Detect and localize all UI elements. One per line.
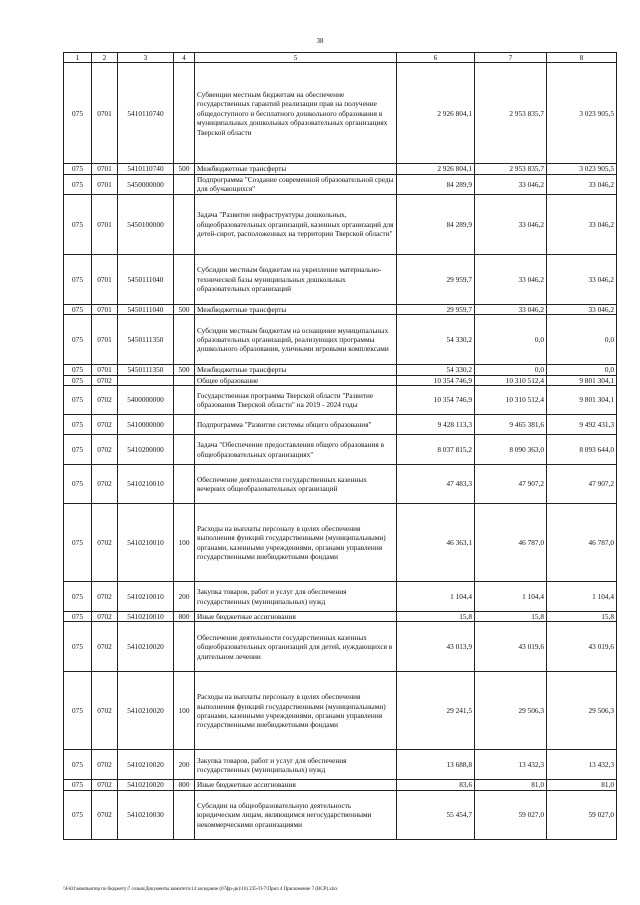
amount-2023-cell: 0,0 — [475, 365, 547, 375]
target-article-cell: 5410110740 — [118, 164, 174, 174]
target-article-cell: 5410210010 — [118, 612, 174, 622]
section-code-cell: 0702 — [92, 435, 118, 465]
target-article-cell: 5450100000 — [118, 194, 174, 254]
section-code-cell: 0702 — [92, 375, 118, 385]
target-article-cell: 5450111350 — [118, 315, 174, 365]
amount-2022-cell: 55 454,7 — [397, 790, 475, 839]
amount-2022-cell: 8 037 815,2 — [397, 435, 475, 465]
description-cell: Межбюджетные трансферты — [195, 365, 397, 375]
ved-code-cell: 075 — [64, 622, 92, 672]
amount-2022-cell: 1 104,4 — [397, 582, 475, 612]
expense-type-cell — [174, 315, 195, 365]
header-col-1: 1 — [64, 53, 92, 63]
amount-2022-cell: 84 289,9 — [397, 174, 475, 194]
description-cell: Расходы на выплаты персоналу в целях обеспечения выполнения функций государственными (муниципальными) органами, казенными учреждениями, органами управления государственными внебюджетными фондами — [195, 672, 397, 750]
amount-2023-cell: 2 953 835,7 — [475, 63, 547, 164]
target-article-cell: 5450111350 — [118, 365, 174, 375]
description-cell: Государственная программа Тверской области "Развитие образования Тверской области" на 2019 - 2024 годы — [195, 386, 397, 415]
amount-2023-cell: 1 104,4 — [475, 582, 547, 612]
amount-2023-cell: 33 046,2 — [475, 254, 547, 304]
amount-2022-cell: 54 330,2 — [397, 315, 475, 365]
ved-code-cell: 075 — [64, 194, 92, 254]
amount-2024-cell: 0,0 — [547, 365, 617, 375]
description-cell: Иные бюджетные ассигнования — [195, 612, 397, 622]
amount-2023-cell: 9 465 381,6 — [475, 415, 547, 435]
section-code-cell: 0701 — [92, 365, 118, 375]
target-article-cell: 5450000000 — [118, 174, 174, 194]
amount-2024-cell: 46 787,0 — [547, 504, 617, 582]
amount-2024-cell: 47 907,2 — [547, 465, 617, 504]
ved-code-cell: 075 — [64, 582, 92, 612]
ved-code-cell: 075 — [64, 465, 92, 504]
description-cell: Подпрограмма "Создание современной образовательной среды для обучающихся" — [195, 174, 397, 194]
header-col-2: 2 — [92, 53, 118, 63]
amount-2024-cell: 33 046,2 — [547, 304, 617, 314]
header-col-5: 5 — [195, 53, 397, 63]
amount-2023-cell: 8 090 363,0 — [475, 435, 547, 465]
amount-2024-cell: 15,8 — [547, 612, 617, 622]
target-article-cell: 5410110740 — [118, 63, 174, 164]
section-code-cell: 0702 — [92, 465, 118, 504]
table-row — [64, 790, 617, 839]
ved-code-cell: 075 — [64, 304, 92, 314]
ved-code-cell: 075 — [64, 612, 92, 622]
amount-2024-cell: 0,0 — [547, 315, 617, 365]
amount-2022-cell: 15,8 — [397, 612, 475, 622]
header-col-4: 4 — [174, 53, 195, 63]
ved-code-cell: 075 — [64, 790, 92, 839]
section-code-cell: 0701 — [92, 164, 118, 174]
amount-2024-cell: 43 019,6 — [547, 622, 617, 672]
amount-2022-cell: 10 354 746,9 — [397, 386, 475, 415]
description-cell: Иные бюджетные ассигнования — [195, 780, 397, 790]
target-article-cell: 5410210020 — [118, 622, 174, 672]
target-article-cell: 5450111040 — [118, 304, 174, 314]
expense-type-cell: 200 — [174, 750, 195, 780]
amount-2022-cell: 83,6 — [397, 780, 475, 790]
description-cell: Субсидии на общеобразовательную деятельность юридическим лицам, являющимся негосударственными некоммерческими организациями — [195, 790, 397, 839]
amount-2022-cell: 2 926 804,1 — [397, 63, 475, 164]
amount-2022-cell: 46 363,1 — [397, 504, 475, 582]
ved-code-cell: 075 — [64, 174, 92, 194]
description-cell: Задача "Обеспечение предоставления общего образования в общеобразовательных организациях" — [195, 435, 397, 465]
section-code-cell: 0701 — [92, 63, 118, 164]
amount-2022-cell: 13 688,8 — [397, 750, 475, 780]
amount-2024-cell: 1 104,4 — [547, 582, 617, 612]
expense-type-cell: 500 — [174, 164, 195, 174]
target-article-cell: 5410210010 — [118, 465, 174, 504]
amount-2024-cell: 13 432,3 — [547, 750, 617, 780]
section-code-cell: 0702 — [92, 750, 118, 780]
ved-code-cell: 075 — [64, 415, 92, 435]
table-row — [64, 365, 617, 375]
expense-type-cell — [174, 435, 195, 465]
section-code-cell: 0702 — [92, 612, 118, 622]
ved-code-cell: 075 — [64, 672, 92, 750]
description-cell: Субсидии местным бюджетам на оснащение муниципальных образовательных организаций, реализующих программы дошкольного образования, уличными игровыми комплексами — [195, 315, 397, 365]
amount-2024-cell: 8 093 644,0 — [547, 435, 617, 465]
amount-2023-cell: 43 019,6 — [475, 622, 547, 672]
ved-code-cell: 075 — [64, 375, 92, 385]
table-row — [64, 174, 617, 194]
table-row — [64, 780, 617, 790]
expense-type-cell — [174, 63, 195, 164]
amount-2022-cell: 47 483,3 — [397, 465, 475, 504]
amount-2022-cell: 9 428 113,3 — [397, 415, 475, 435]
header-col-7: 7 — [475, 53, 547, 63]
ved-code-cell: 075 — [64, 780, 92, 790]
table-row — [64, 386, 617, 415]
amount-2022-cell: 29 241,5 — [397, 672, 475, 750]
ved-code-cell: 075 — [64, 750, 92, 780]
description-cell: Расходы на выплаты персоналу в целях обеспечения выполнения функций государственными (муниципальными) органами, казенными учреждениями, органами управления государственными внебюджетными фондами — [195, 504, 397, 582]
description-cell: Субсидии местным бюджетам на укрепление материально-технической базы муниципальных дошкольных образовательных организаций — [195, 254, 397, 304]
section-code-cell: 0702 — [92, 504, 118, 582]
section-code-cell: 0702 — [92, 582, 118, 612]
amount-2023-cell: 10 310 512,4 — [475, 375, 547, 385]
section-code-cell: 0701 — [92, 254, 118, 304]
amount-2023-cell: 29 506,3 — [475, 672, 547, 750]
amount-2023-cell: 13 432,3 — [475, 750, 547, 780]
table-row — [64, 375, 617, 385]
section-code-cell: 0702 — [92, 790, 118, 839]
amount-2024-cell: 33 046,2 — [547, 194, 617, 254]
section-code-cell: 0702 — [92, 672, 118, 750]
table-row — [64, 672, 617, 750]
section-code-cell: 0702 — [92, 780, 118, 790]
amount-2023-cell: 33 046,2 — [475, 304, 547, 314]
table-row — [64, 465, 617, 504]
expense-type-cell: 500 — [174, 365, 195, 375]
expense-type-cell — [174, 465, 195, 504]
amount-2022-cell: 2 926 804,1 — [397, 164, 475, 174]
expense-type-cell: 100 — [174, 504, 195, 582]
ved-code-cell: 075 — [64, 504, 92, 582]
section-code-cell: 0701 — [92, 194, 118, 254]
amount-2022-cell: 29 959,7 — [397, 304, 475, 314]
amount-2023-cell: 47 907,2 — [475, 465, 547, 504]
ved-code-cell: 075 — [64, 386, 92, 415]
target-article-cell: 5410210030 — [118, 790, 174, 839]
target-article-cell: 5410000000 — [118, 415, 174, 435]
description-cell: Межбюджетные трансферты — [195, 304, 397, 314]
description-cell: Закупка товаров, работ и услуг для обеспечения государственных (муниципальных) нужд — [195, 582, 397, 612]
table-row — [64, 750, 617, 780]
amount-2023-cell: 10 310 512,4 — [475, 386, 547, 415]
amount-2022-cell: 43 013,9 — [397, 622, 475, 672]
description-cell: Субвенции местным бюджетам на обеспечение государственных гарантий реализации прав на получение общедоступного и бесплатного дошкольного образования в муниципальных дошкольных образовательных организациях Тверской области — [195, 63, 397, 164]
table-row — [64, 582, 617, 612]
section-code-cell: 0702 — [92, 415, 118, 435]
amount-2023-cell: 81,0 — [475, 780, 547, 790]
ved-code-cell: 075 — [64, 435, 92, 465]
amount-2023-cell: 46 787,0 — [475, 504, 547, 582]
target-article-cell: 5410210010 — [118, 582, 174, 612]
amount-2024-cell: 9 492 431,3 — [547, 415, 617, 435]
section-code-cell: 0702 — [92, 386, 118, 415]
expense-type-cell — [174, 415, 195, 435]
table-row — [64, 194, 617, 254]
amount-2023-cell: 2 953 835,7 — [475, 164, 547, 174]
amount-2023-cell: 0,0 — [475, 315, 547, 365]
target-article-cell: 5400000000 — [118, 386, 174, 415]
expense-type-cell: 500 — [174, 304, 195, 314]
table-row — [64, 63, 617, 164]
target-article-cell: 5410210020 — [118, 672, 174, 750]
target-article-cell: 5410210010 — [118, 504, 174, 582]
table-row — [64, 304, 617, 314]
header-col-8: 8 — [547, 53, 617, 63]
description-cell: Закупка товаров, работ и услуг для обеспечения государственных (муниципальных) нужд — [195, 750, 397, 780]
expense-type-cell — [174, 790, 195, 839]
target-article-cell: 5450111040 — [118, 254, 174, 304]
expense-type-cell: 800 — [174, 780, 195, 790]
amount-2023-cell: 33 046,2 — [475, 194, 547, 254]
header-col-3: 3 — [118, 53, 174, 63]
table-row — [64, 612, 617, 622]
section-code-cell: 0701 — [92, 304, 118, 314]
table-row — [64, 254, 617, 304]
amount-2024-cell: 9 801 304,1 — [547, 375, 617, 385]
amount-2022-cell: 10 354 746,9 — [397, 375, 475, 385]
expense-type-cell — [174, 174, 195, 194]
table-row — [64, 435, 617, 465]
ved-code-cell: 075 — [64, 365, 92, 375]
ved-code-cell: 075 — [64, 315, 92, 365]
amount-2024-cell: 59 027,0 — [547, 790, 617, 839]
table-row — [64, 504, 617, 582]
table-header-row — [64, 53, 617, 63]
description-cell: Межбюджетные трансферты — [195, 164, 397, 174]
amount-2024-cell: 3 023 905,5 — [547, 63, 617, 164]
amount-2024-cell: 33 046,2 — [547, 254, 617, 304]
table-row — [64, 315, 617, 365]
description-cell: Обеспечение деятельности государственных казенных общеобразовательных организаций для детей, нуждающихся в длительном лечении — [195, 622, 397, 672]
expense-type-cell — [174, 375, 195, 385]
ved-code-cell: 075 — [64, 254, 92, 304]
target-article-cell — [118, 375, 174, 385]
amount-2022-cell: 84 289,9 — [397, 194, 475, 254]
amount-2023-cell: 15,8 — [475, 612, 547, 622]
table-row — [64, 415, 617, 435]
expense-type-cell: 800 — [174, 612, 195, 622]
expense-type-cell — [174, 254, 195, 304]
expense-type-cell: 100 — [174, 672, 195, 750]
header-col-6: 6 — [397, 53, 475, 63]
amount-2023-cell: 59 027,0 — [475, 790, 547, 839]
ved-code-cell: 075 — [64, 63, 92, 164]
section-code-cell: 0701 — [92, 174, 118, 194]
section-code-cell: 0701 — [92, 315, 118, 365]
target-article-cell: 5410210020 — [118, 750, 174, 780]
amount-2024-cell: 81,0 — [547, 780, 617, 790]
expense-type-cell — [174, 194, 195, 254]
amount-2024-cell: 3 023 905,5 — [547, 164, 617, 174]
table-row — [64, 164, 617, 174]
description-cell: Обеспечение деятельности государственных казенных вечерних общеобразовательных организаций — [195, 465, 397, 504]
table-row — [64, 622, 617, 672]
expense-type-cell: 200 — [174, 582, 195, 612]
amount-2022-cell: 29 959,7 — [397, 254, 475, 304]
expense-type-cell — [174, 386, 195, 415]
amount-2022-cell: 54 330,2 — [397, 365, 475, 375]
page-number: 38 — [316, 37, 324, 45]
ved-code-cell: 075 — [64, 164, 92, 174]
section-code-cell: 0702 — [92, 622, 118, 672]
amount-2024-cell: 9 801 304,1 — [547, 386, 617, 415]
description-cell: Подпрограмма "Развитие системы общего образования" — [195, 415, 397, 435]
amount-2024-cell: 33 046,2 — [547, 174, 617, 194]
file-path-footer: \\Fs01\компьютер по бюджету\7 созыв\Документы комитета\14 заседание (07фр-дк)\16) 235-П-7\Прил 4 Приложение 7 (ВСР).xlsx — [63, 886, 338, 892]
target-article-cell: 5410200000 — [118, 435, 174, 465]
amount-2024-cell: 29 506,3 — [547, 672, 617, 750]
description-cell: Задача "Развитие инфраструктуры дошкольных, общеобразовательных организаций, казенных организаций для детей-сирот, расположенных на территории Тверской области" — [195, 194, 397, 254]
target-article-cell: 5410210020 — [118, 780, 174, 790]
budget-table — [63, 52, 617, 840]
expense-type-cell — [174, 622, 195, 672]
description-cell: Общее образование — [195, 375, 397, 385]
amount-2023-cell: 33 046,2 — [475, 174, 547, 194]
